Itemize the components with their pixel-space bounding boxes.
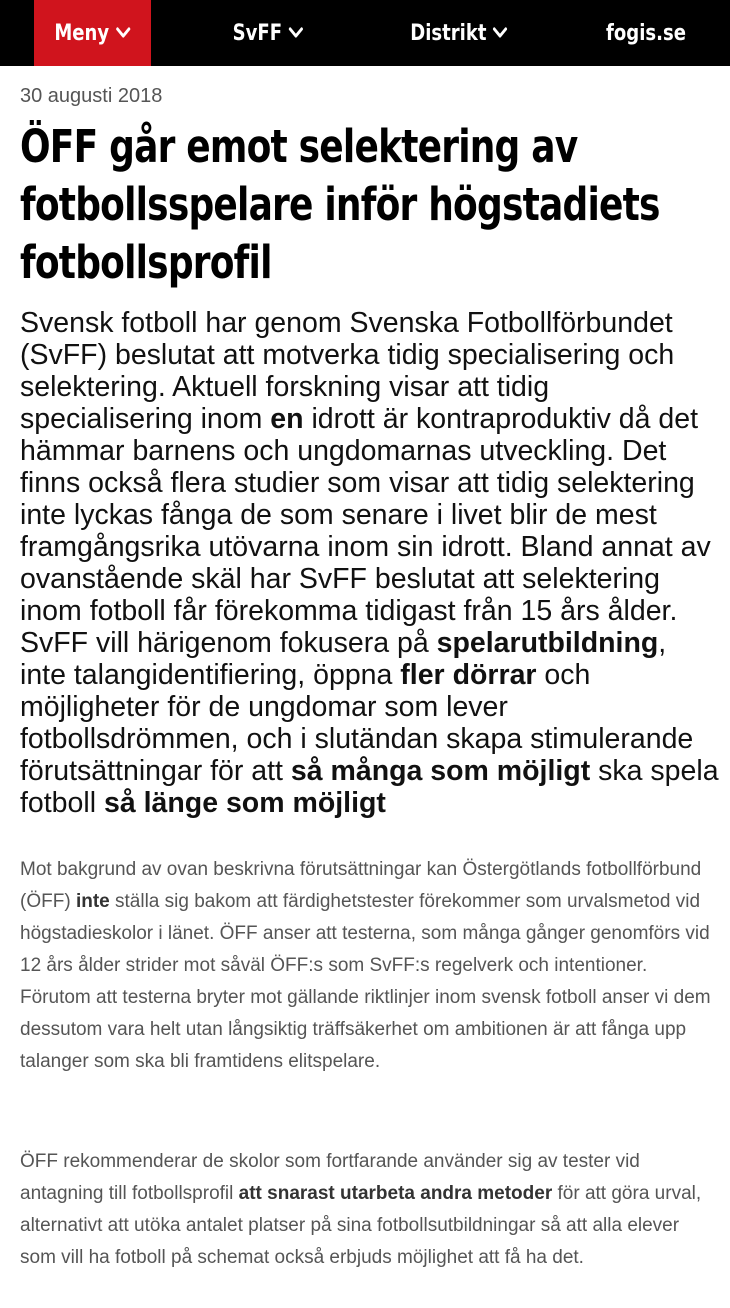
lead-emphasis: så länge som möjligt <box>103 787 386 819</box>
svff-label: SvFF <box>232 20 283 46</box>
chevron-down-icon <box>493 27 508 39</box>
body-paragraph <box>20 854 720 1078</box>
menu-label: Meny <box>54 20 110 46</box>
lead-text: Svensk fotboll har genom Svenska Fotbollförbundet (SvFF) beslutat att motverka tidig specialisering och selektering. Aktuell forskning visar att tidig specialisering inom <box>20 307 675 435</box>
lead-emphasis: en <box>270 403 304 435</box>
lead-emphasis: spelarutbildning <box>436 627 659 659</box>
lead-text: idrott är kontraproduktiv då det hämmar barnens och ungdomarnas utveckling. Det finns också flera studier som visar att tidig selektering inte lyckas fånga de som senare i livet blir de mest framgångsrika utövarna inom sin idrott. Bland annat av ovanstående skäl har SvFF beslutat att selektering inom fotboll får förekomma tidigast från 15 års ålder. SvFF vill härigenom fokusera på <box>20 403 711 659</box>
paragraph-emphasis: att snarast utarbeta andra metoder <box>238 1183 553 1204</box>
lead-emphasis: så många som möjligt <box>290 755 591 787</box>
district-label: Distrikt <box>410 20 487 46</box>
body-paragraph <box>20 1146 720 1274</box>
news-article <box>20 82 714 292</box>
article-title: ÖFF går emot selektering av fotbollsspelare inför högstadiets fotbollsprofil <box>20 120 660 289</box>
top-navigation-bar <box>0 0 730 66</box>
article-lead <box>20 307 720 819</box>
chevron-down-icon <box>116 27 131 39</box>
chevron-down-icon <box>289 27 304 39</box>
paragraph-text: ställa sig bakom att färdighetstester förekommer som urvalsmetod vid högstadieskolor i länet. ÖFF anser att testerna, som många gånger genomförs vid 12 års ålder strider mot såväl ÖFF:s som SvFF:s regelverk och intentioner. Förutom att testerna bryter mot gällande riktlinjer inom svensk fotboll anser vi dem dessutom vara helt utan långsiktig träffsäkerhet om ambitionen är att fånga upp talanger som ska bli framtidens elitspelare. <box>20 891 711 1072</box>
lead-emphasis: fler dörrar <box>400 659 537 691</box>
menu-button[interactable] <box>34 0 151 66</box>
lead-text: ska spela fotboll <box>20 755 719 819</box>
fogis-link[interactable] <box>600 0 692 66</box>
svff-menu-button[interactable] <box>227 0 309 66</box>
paragraph-text: Mot bakgrund av ovan beskrivna förutsättningar kan Östergötlands fotbollförbund (ÖFF) <box>20 859 702 912</box>
publish-date: 30 augusti 2018 <box>20 85 163 107</box>
lead-text: , inte talangidentifiering, öppna <box>20 627 667 691</box>
paragraph-text: ÖFF rekommenderar de skolor som fortfarande använder sig av tester vid antagning till fotbollsprofil <box>20 1151 640 1204</box>
district-menu-button[interactable] <box>402 0 515 66</box>
lead-text: och möjligheter för de ungdomar som lever fotbollsdrömmen, och i slutändan skapa stimulerande förutsättningar för att <box>20 659 694 787</box>
fogis-label: fogis.se <box>606 20 686 46</box>
paragraph-emphasis: inte <box>75 891 110 912</box>
paragraph-text: för att göra urval, alternativt att utöka antalet platser på sina fotbollsutbildningar så att alla elever som vill ha fotboll på schemat också erbjuds möjlighet att få ha det. <box>20 1183 702 1268</box>
